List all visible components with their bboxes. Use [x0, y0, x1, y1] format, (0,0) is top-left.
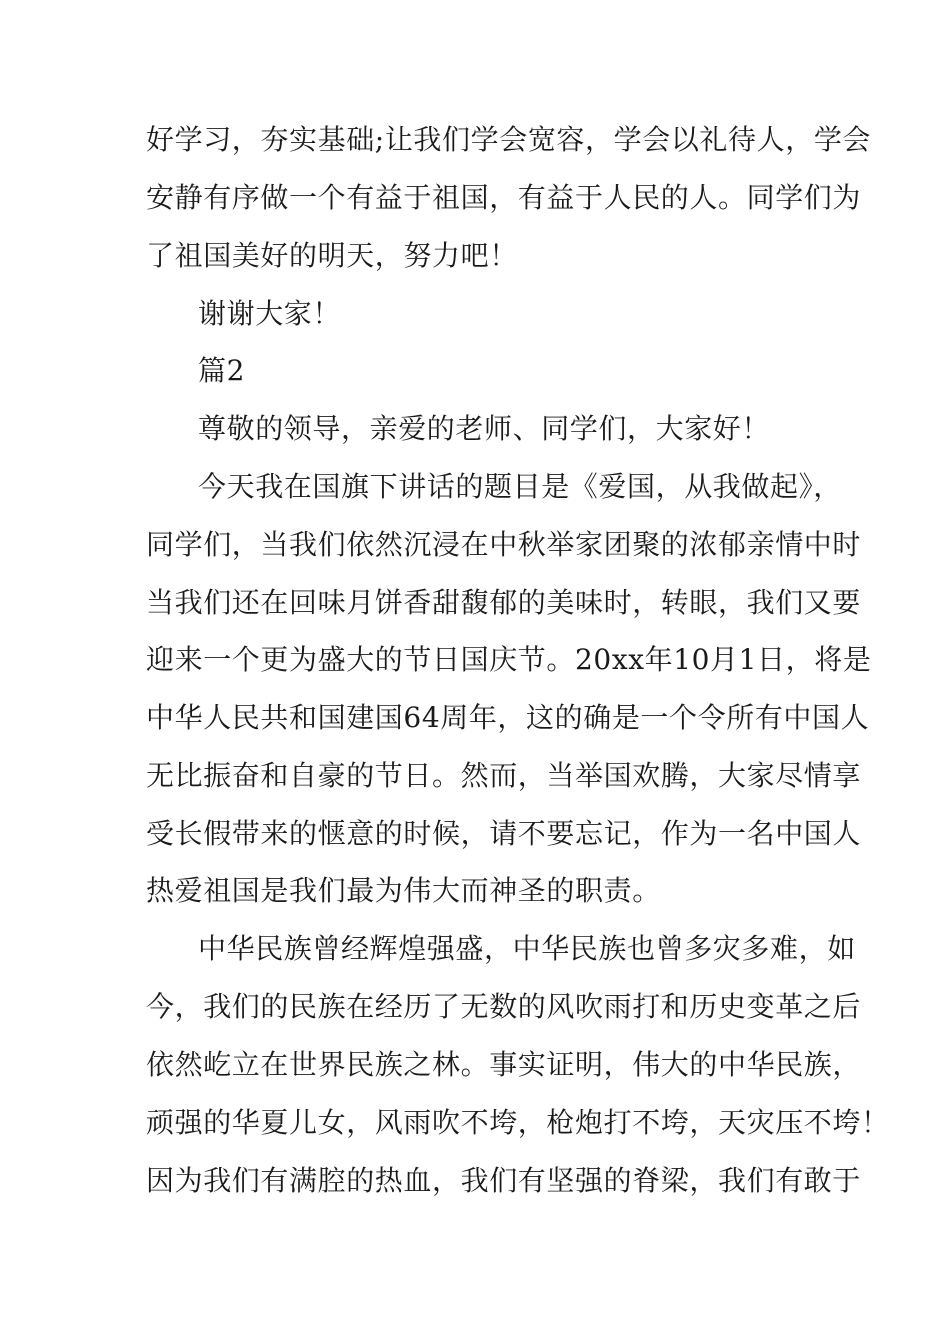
section-heading: 篇2: [198, 354, 246, 387]
text-line: 热爱祖国是我们最为伟大而神圣的职责。: [146, 874, 661, 907]
paragraph-start: 中华民族曾经辉煌强盛，中华民族也曾多灾多难，如: [198, 932, 856, 965]
text-line: 好学习，夯实基础;让我们学会宽容，学会以礼待人，学会: [146, 123, 872, 156]
text-line: 依然屹立在世界民族之林。事实证明，伟大的中华民族，: [146, 1048, 862, 1081]
closing-line: 谢谢大家！: [198, 297, 342, 330]
text-line: 了祖国美好的明天，努力吧！: [146, 239, 518, 272]
paragraph-start: 今天我在国旗下讲话的题目是《爱国，从我做起》，: [198, 470, 842, 503]
text-line: 迎来一个更为盛大的节日国庆节。20xx年10月1日，将是: [146, 643, 872, 676]
text-line: 中华人民共和国建国64周年，这的确是一个令所有中国人: [146, 701, 870, 734]
text-line: 顽强的华夏儿女，风雨吹不垮，枪炮打不垮，天灾压不垮！: [146, 1106, 890, 1139]
text-line: 当我们还在回味月饼香甜馥郁的美味时，转眼，我们又要: [146, 586, 862, 619]
text-line: 无比振奋和自豪的节日。然而，当举国欢腾，大家尽情享: [146, 759, 862, 792]
greeting-line: 尊敬的领导，亲爱的老师、同学们，大家好！: [198, 412, 771, 445]
text-line: 同学们，当我们依然沉浸在中秋举家团聚的浓郁亲情中时: [146, 528, 862, 561]
text-line: 安静有序做一个有益于祖国，有益于人民的人。同学们为: [146, 181, 862, 214]
text-line: 今，我们的民族在经历了无数的风吹雨打和历史变革之后: [146, 990, 862, 1023]
text-line: 因为我们有满腔的热血，我们有坚强的脊梁，我们有敢于: [146, 1164, 862, 1197]
text-line: 受长假带来的惬意的时候，请不要忘记，作为一名中国人: [146, 817, 862, 850]
